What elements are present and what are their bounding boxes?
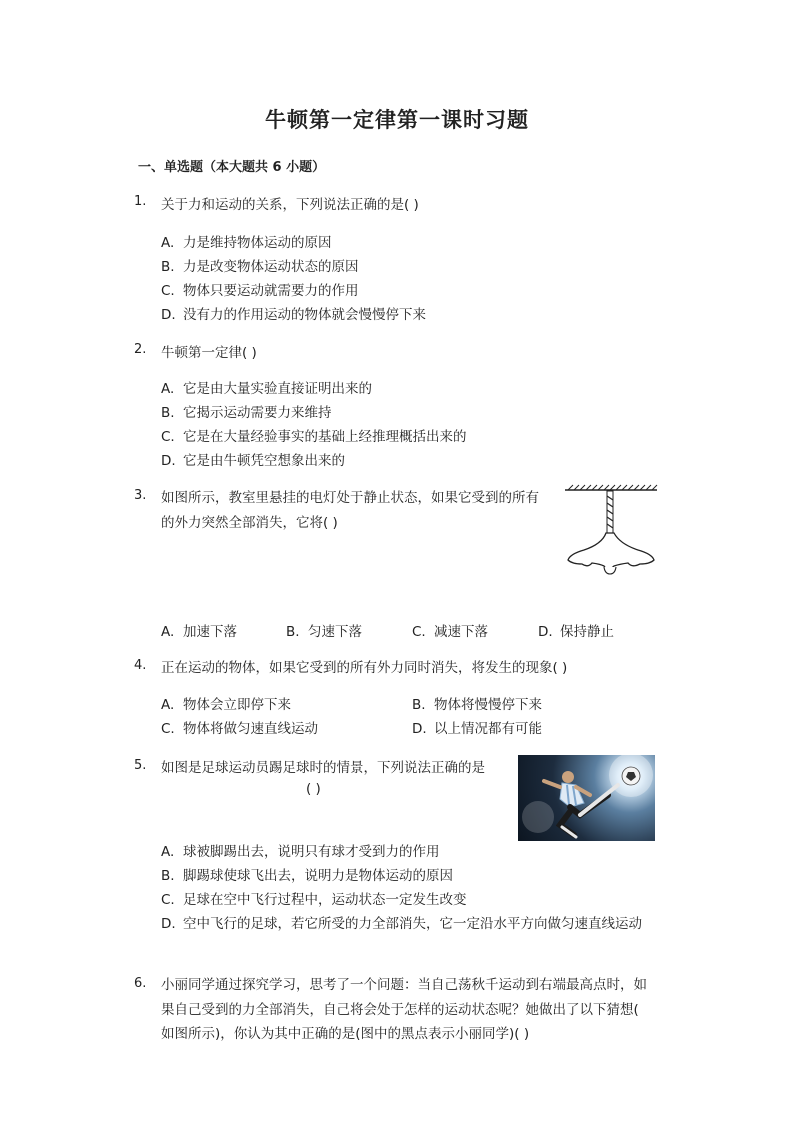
option-letter: B.: [161, 405, 175, 421]
option-text: 它是由大量实验直接证明出来的: [183, 381, 372, 397]
question-text-line: 的外力突然全部消失，它将( ): [161, 515, 338, 531]
section-heading: 一、单选题（本大题共 6 小题）: [138, 160, 326, 175]
option-text: 匀速下落: [308, 624, 362, 640]
option-text: 空中飞行的足球，若它所受的力全部消失，它一定沿水平方向做匀速直线运动: [183, 916, 642, 932]
option-text: 它是在大量经验事实的基础上经推理概括出来的: [183, 429, 467, 445]
option-text: 力是改变物体运动状态的原因: [183, 259, 359, 275]
question-text: 牛顿第一定律( ): [161, 345, 257, 361]
option-b[interactable]: [161, 401, 332, 421]
option-a[interactable]: [161, 840, 440, 860]
option-c[interactable]: [161, 425, 467, 445]
option-text: 没有力的作用运动的物体就会慢慢停下来: [183, 307, 426, 323]
option-text: 物体将慢慢停下来: [434, 697, 542, 713]
question-text-line: 果自己受到的力全部消失，自己将会处于怎样的运动状态呢？她做出了以下猜想(: [161, 1002, 639, 1018]
option-letter: C.: [412, 624, 426, 640]
option-text: 加速下落: [183, 624, 237, 640]
option-text: 力是维持物体运动的原因: [183, 235, 332, 251]
question-text-line: ( ): [306, 781, 321, 797]
option-text: 物体只要运动就需要力的作用: [183, 283, 359, 299]
option-a[interactable]: [161, 231, 332, 251]
option-letter: C.: [161, 429, 175, 445]
option-text: 以上情况都有可能: [434, 721, 542, 737]
question-text-line: 小丽同学通过探究学习，思考了一个问题：当自己荡秋千运动到右端最高点时，如: [161, 977, 647, 993]
question-number: 2.: [134, 342, 147, 357]
option-text: 物体会立即停下来: [183, 697, 291, 713]
option-text: 足球在空中飞行过程中，运动状态一定发生改变: [183, 892, 467, 908]
option-text: 球被脚踢出去，说明只有球才受到力的作用: [183, 844, 440, 860]
option-letter: B.: [412, 697, 426, 713]
option-b[interactable]: [161, 255, 359, 275]
option-letter: A.: [161, 624, 175, 640]
question-text-line: 如图所示，教室里悬挂的电灯处于静止状态，如果它受到的所有: [161, 490, 539, 506]
question-number: 4.: [134, 658, 147, 673]
option-letter: D.: [161, 307, 176, 323]
option-text: 脚踢球使球飞出去，说明力是物体运动的原因: [183, 868, 453, 884]
option-c[interactable]: [161, 717, 318, 737]
question-text: 正在运动的物体，如果它受到的所有外力同时消失，将发生的现象( ): [161, 660, 568, 676]
option-letter: C.: [161, 721, 175, 737]
option-letter: B.: [161, 868, 175, 884]
lamp-shade: [568, 533, 654, 569]
option-letter: D.: [161, 916, 176, 932]
lamp-bulb: [604, 567, 616, 574]
ceiling-hatch: [565, 485, 657, 490]
hanging-lamp-figure: [562, 484, 660, 580]
option-letter: D.: [161, 453, 176, 469]
option-b[interactable]: [161, 864, 453, 884]
option-text: 它揭示运动需要力来维持: [183, 405, 332, 421]
option-letter: C.: [161, 892, 175, 908]
question-number: 5.: [134, 758, 147, 773]
soccer-player-photo: [518, 755, 655, 841]
option-text: 物体将做匀速直线运动: [183, 721, 318, 737]
question-text-line: 如图是足球运动员踢足球时的情景，下列说法正确的是: [161, 760, 485, 776]
option-letter: D.: [412, 721, 427, 737]
option-letter: D.: [538, 624, 553, 640]
lamp-cord: [607, 491, 613, 533]
option-letter: C.: [161, 283, 175, 299]
option-text: 保持静止: [560, 624, 614, 640]
option-d[interactable]: [412, 717, 542, 737]
option-c[interactable]: [412, 620, 488, 640]
option-a[interactable]: [161, 620, 237, 640]
option-letter: A.: [161, 381, 175, 397]
soccer-player-illustration: [518, 755, 655, 841]
option-d[interactable]: [161, 912, 642, 932]
option-letter: B.: [286, 624, 300, 640]
page-title: 牛顿第一定律第一课时习题: [265, 107, 529, 132]
option-b[interactable]: [286, 620, 362, 640]
option-d[interactable]: [538, 620, 614, 640]
option-b[interactable]: [412, 693, 542, 713]
option-letter: A.: [161, 844, 175, 860]
question-text-line: 如图所示)，你认为其中正确的是(图中的黑点表示小丽同学)( ): [161, 1026, 530, 1042]
option-letter: A.: [161, 697, 175, 713]
question-number: 6.: [134, 976, 147, 991]
option-a[interactable]: [161, 693, 291, 713]
option-c[interactable]: [161, 279, 359, 299]
option-d[interactable]: [161, 449, 345, 469]
question-number: 3.: [134, 488, 147, 503]
question-number: 1.: [134, 194, 147, 209]
option-letter: A.: [161, 235, 175, 251]
option-letter: B.: [161, 259, 175, 275]
option-text: 减速下落: [434, 624, 488, 640]
option-a[interactable]: [161, 377, 372, 397]
option-c[interactable]: [161, 888, 467, 908]
player-figure: [544, 771, 618, 837]
question-text: 关于力和运动的关系，下列说法正确的是( ): [161, 197, 419, 213]
option-text: 它是由牛顿凭空想象出来的: [183, 453, 345, 469]
option-d[interactable]: [161, 303, 426, 323]
